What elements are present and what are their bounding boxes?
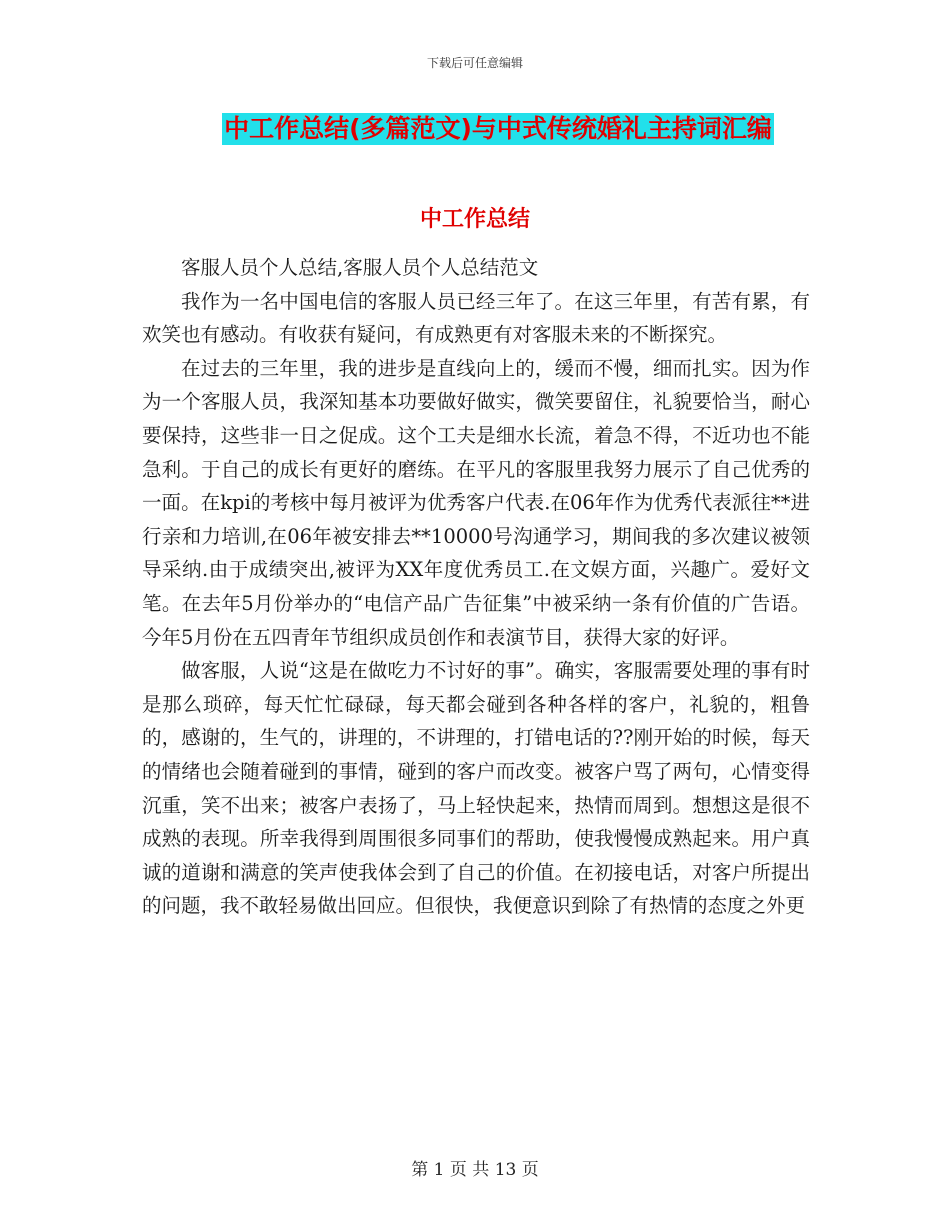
- paragraph: 做客服，人说“这是在做吃力不讨好的事”。确实，客服需要处理的事有时是那么琐碎，每天忙忙碌碌，每天都会碰到各种各样的客户，礼貌的，粗鲁的，感谢的，生气的，讲理的，不讲理的，打错电话的??刚开始的时候，每天的情绪也会随着碰到的事情，碰到的客户而改变。被客户骂了两句，心情变得沉重，笑不出来；被客户表扬了，马上轻快起来，热情而周到。想想这是很不成熟的表现。所幸我得到周围很多同事们的帮助，使我慢慢成熟起来。用户真诚的道谢和满意的笑声使我体会到了自己的价值。在初接电话，对客户所提出的问题，我不敢轻易做出回应。但很快，我便意识到除了有热情的态度之外更: [142, 659, 810, 918]
- paragraph: 我作为一名中国电信的客服人员已经三年了。在这三年里，有苦有累，有欢笑也有感动。有收获有疑问，有成熟更有对客服未来的不断探究。: [142, 289, 810, 347]
- paragraph-subtitle: 客服人员个人总结,客服人员个人总结范文: [181, 256, 539, 279]
- page-header-note: 下载后可任意编辑: [426, 56, 523, 70]
- section-title: 中工作总结: [419, 207, 530, 232]
- paragraph: 在过去的三年里，我的进步是直线向上的，缓而不慢，细而扎实。因为作为一个客服人员，我深知基本功要做好做实，微笑要留住，礼貌要恰当，耐心要保持，这些非一日之促成。这个工夫是细水长流，着急不得，不近功也不能急利。于自己的成长有更好的磨练。在平凡的客服里我努力展示了自己优秀的一面。在kpi的考核中每月被评为优秀客户代表.在06年作为优秀代表派往**进行亲和力培训,在06年被安排去**10000号沟通学习，期间我的多次建议被领导采纳.由于成绩突出,被评为XX年度优秀员工.在文娱方面，兴趣广。爱好文笔。在去年5月份举办的“电信产品广告征集”中被采纳一条有价值的广告语。今年5月份在五四青年节组织成员创作和表演节目，获得大家的好评。: [142, 356, 810, 649]
- document-body: [142, 251, 810, 923]
- document-title: 中工作总结(多篇范文)与中式传统婚礼主持词汇编: [224, 114, 772, 143]
- page-number: 第 1 页 共 13 页: [411, 1160, 539, 1180]
- document-title-container: [0, 113, 950, 145]
